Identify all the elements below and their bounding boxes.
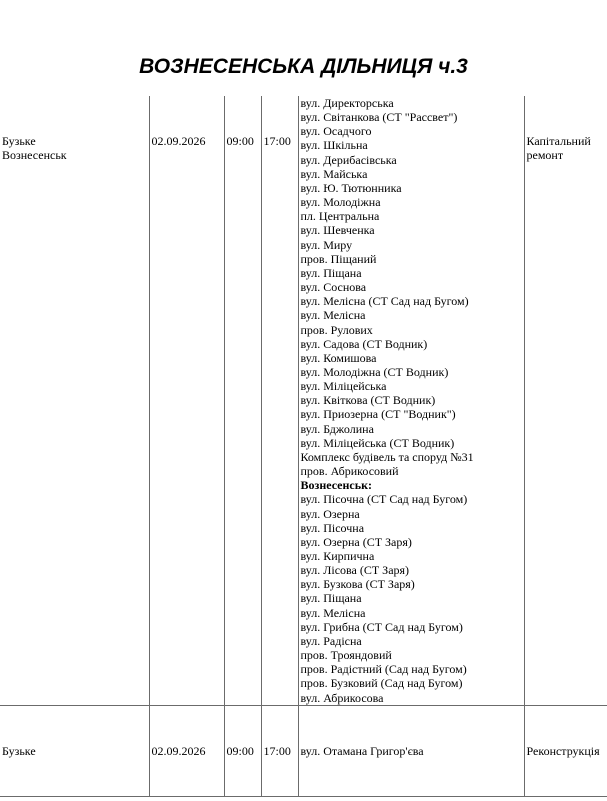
street-item: Комплекс будівель та споруд №31 bbox=[300, 449, 474, 464]
page-title: ВОЗНЕСЕНСЬКА ДІЛЬНИЦЯ ч.3 bbox=[139, 55, 468, 78]
date-cell: 02.09.2026 bbox=[149, 705, 224, 796]
street-item: вул. Грибна (СТ Сад над Бугом) bbox=[300, 619, 463, 634]
end-time-cell: 17:00 bbox=[261, 96, 298, 705]
street-item: вул. Шевченка bbox=[300, 223, 375, 238]
streets-list-2 bbox=[301, 492, 522, 704]
street-item: вул. Міліцейська bbox=[300, 379, 387, 394]
street-item: вул. Світанкова (СТ "Рассвет") bbox=[300, 110, 458, 125]
street-item: вул. Пісочна bbox=[300, 520, 365, 535]
street-item: вул. Директорська bbox=[300, 96, 394, 110]
street-item: вул. Мелісна bbox=[300, 605, 366, 620]
street-item: вул. Міліцейська (СТ Водник) bbox=[300, 435, 455, 450]
street-item: пров. Абрикосовий bbox=[300, 464, 399, 479]
street-item: вул. Озерна (СТ Заря) bbox=[300, 534, 412, 549]
settlement-cell bbox=[0, 96, 149, 705]
work-type-text: Капітальний bbox=[526, 134, 591, 148]
street-item: пров. Радістний (Сад над Бугом) bbox=[300, 662, 467, 677]
street-item: вул. Молодіжна bbox=[300, 195, 381, 210]
streets-list bbox=[301, 96, 522, 478]
work-type-cell: Реконструкція bbox=[524, 705, 607, 796]
streets-subheading: Вознесенськ: bbox=[300, 478, 373, 493]
street-item: вул. Миру bbox=[300, 237, 353, 252]
street-item: вул. Молодіжна (СТ Водник) bbox=[300, 364, 449, 379]
street-item: вул. Шкільна bbox=[300, 138, 368, 153]
street-item: вул. Радісна bbox=[300, 633, 362, 648]
street-item: вул. Пісочна (СТ Сад над Бугом) bbox=[300, 492, 468, 507]
street-item: вул. Ю. Тютюнника bbox=[300, 180, 402, 195]
settlement-cell: Бузьке bbox=[0, 705, 149, 796]
street-item: вул. Осадчого bbox=[300, 124, 372, 139]
streets-cell: вул. Отамана Григор'єва bbox=[298, 705, 524, 796]
street-item: вул. Мелісна (СТ Сад над Бугом) bbox=[300, 294, 469, 309]
street-item: пров. Піщаний bbox=[300, 251, 377, 266]
street-item: вул. Бузкова (СТ Заря) bbox=[300, 577, 415, 592]
date-cell: 02.09.2026 bbox=[149, 96, 224, 705]
settlement-name: Вознесенськ bbox=[2, 148, 67, 163]
street-item: пров. Трояндовий bbox=[300, 648, 392, 663]
streets-cell bbox=[298, 96, 524, 705]
start-time-cell: 09:00 bbox=[224, 96, 261, 705]
street-item: вул. Кирпична bbox=[300, 549, 375, 563]
street-item: вул. Озерна bbox=[300, 506, 360, 521]
street-item: вул. Піщана bbox=[300, 265, 362, 280]
street-item: вул. Піщана bbox=[300, 591, 362, 606]
street-item: вул. Приозерна (СТ "Водник") bbox=[300, 407, 456, 422]
table-row bbox=[0, 96, 607, 705]
street-item: вул. Соснова bbox=[300, 280, 367, 295]
street-item: пл. Центральна bbox=[300, 209, 380, 224]
end-time-cell: 17:00 bbox=[261, 705, 298, 796]
street-item: вул. Квіткова (СТ Водник) bbox=[300, 393, 436, 408]
street-item: вул. Комишова bbox=[300, 350, 377, 365]
street-item: пров. Рулових bbox=[300, 322, 373, 337]
start-time-cell: 09:00 bbox=[224, 705, 261, 796]
street-item: вул. Лісова (СТ Заря) bbox=[300, 563, 410, 578]
street-item: вул. Бджолина bbox=[300, 421, 374, 436]
street-item: вул. Дерибасівська bbox=[300, 152, 397, 167]
street-item: вул. Садова (СТ Водник) bbox=[300, 336, 428, 351]
work-type-text: ремонт bbox=[526, 148, 564, 163]
street-item: пров. Бузковий (Сад над Бугом) bbox=[300, 676, 463, 691]
work-type-cell bbox=[524, 96, 607, 705]
outage-schedule-table bbox=[0, 96, 607, 797]
settlement-name: Бузьке bbox=[2, 134, 36, 148]
street-item: вул. Мелісна bbox=[300, 308, 366, 323]
street-item: вул. Абрикосова bbox=[300, 690, 384, 705]
table-row bbox=[0, 705, 607, 796]
street-item: вул. Майська bbox=[300, 166, 368, 181]
